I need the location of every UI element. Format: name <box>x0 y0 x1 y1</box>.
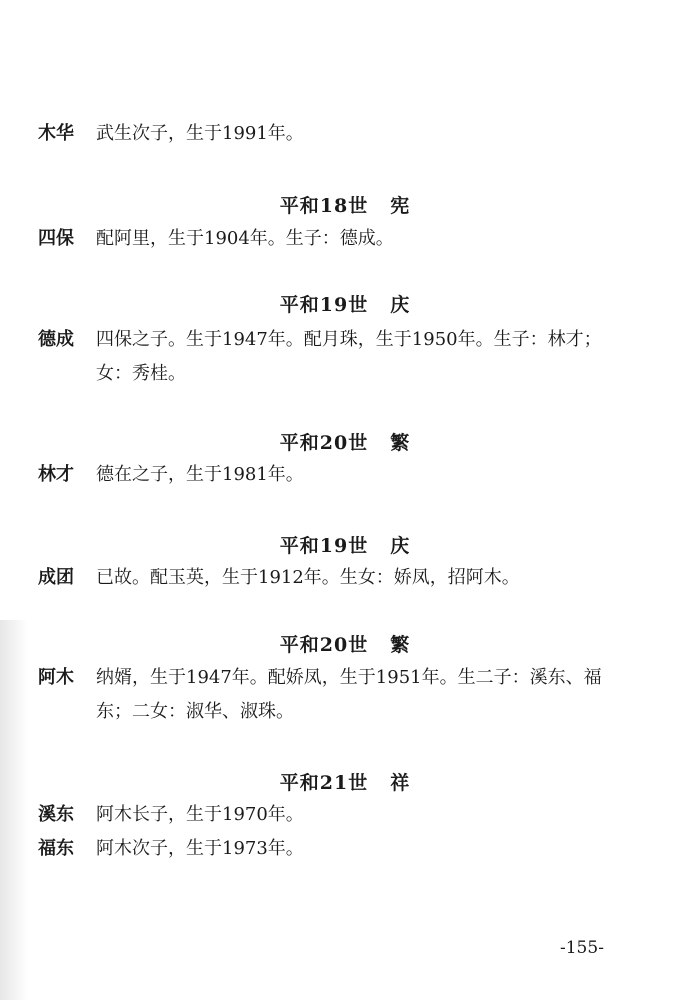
entry-line: 德在之子，生于1981年。 <box>96 464 304 485</box>
generation-prefix: 平和18世 <box>279 195 369 217</box>
entry-line: 四保之子。生于1947年。配月珠，生于1950年。生子：林才； <box>96 329 602 350</box>
generation-heading <box>0 630 690 657</box>
generation-prefix: 平和20世 <box>279 432 369 454</box>
generation-heading <box>0 191 690 218</box>
entry-name: 四保 <box>38 228 74 249</box>
entry-text <box>96 323 648 391</box>
entry-chengtuan <box>38 561 648 595</box>
generation-character: 庆 <box>390 535 411 557</box>
entry-text <box>96 661 648 729</box>
entry-text <box>96 222 648 256</box>
entry-name: 木华 <box>38 123 74 144</box>
entry-name: 德成 <box>38 329 74 350</box>
entry-line: 阿木次子，生于1973年。 <box>96 838 304 859</box>
entry-text <box>96 117 648 151</box>
entry-amu <box>38 661 648 729</box>
generation-character: 庆 <box>390 294 411 316</box>
generation-prefix: 平和21世 <box>279 772 369 794</box>
generation-heading <box>0 531 690 558</box>
entry-name: 阿木 <box>38 667 74 688</box>
entry-line: 已故。配玉英，生于1912年。生女：娇凤，招阿木。 <box>96 567 520 588</box>
entry-text <box>96 832 648 866</box>
generation-character: 宪 <box>390 195 411 217</box>
entry-xidong <box>38 798 648 832</box>
entry-sibao <box>38 222 648 256</box>
generation-character: 繁 <box>390 432 411 454</box>
entry-lincai <box>38 458 648 492</box>
entry-decheng <box>38 323 648 391</box>
generation-heading <box>0 428 690 455</box>
entry-text <box>96 458 648 492</box>
generation-character: 祥 <box>390 772 411 794</box>
entry-name: 林才 <box>38 464 74 485</box>
entry-line: 纳婿，生于1947年。配娇凤，生于1951年。生二子：溪东、福 <box>96 667 602 688</box>
generation-heading <box>0 290 690 317</box>
scan-shadow <box>0 620 28 1000</box>
page-number: -155- <box>560 938 604 958</box>
entry-line: 东；二女：淑华、淑珠。 <box>96 701 294 722</box>
entry-line: 阿木长子，生于1970年。 <box>96 804 304 825</box>
entry-text <box>96 561 648 595</box>
entry-text <box>96 798 648 832</box>
entry-line: 配阿里，生于1904年。生子：德成。 <box>96 228 394 249</box>
generation-heading <box>0 768 690 795</box>
generation-prefix: 平和19世 <box>279 535 369 557</box>
generation-prefix: 平和20世 <box>279 634 369 656</box>
entry-name: 溪东 <box>38 804 74 825</box>
entry-fudong <box>38 832 648 866</box>
generation-prefix: 平和19世 <box>279 294 369 316</box>
generation-character: 繁 <box>390 634 411 656</box>
entry-muhua <box>38 117 648 151</box>
entry-name: 福东 <box>38 838 74 859</box>
entry-name: 成团 <box>38 567 74 588</box>
entry-line: 武生次子，生于1991年。 <box>96 123 304 144</box>
entry-line: 女：秀桂。 <box>96 363 186 384</box>
